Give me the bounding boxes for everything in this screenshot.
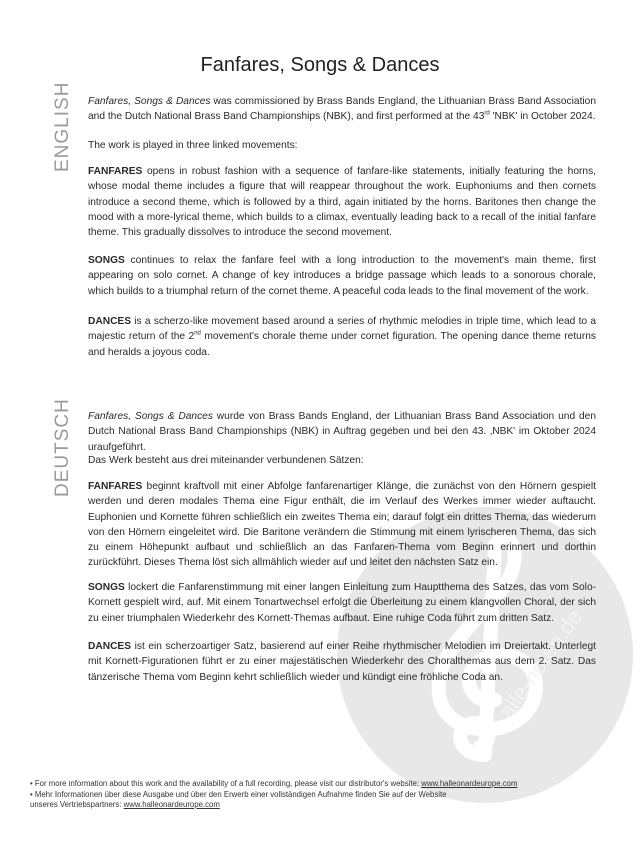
movement-name: DANCES [88, 316, 132, 327]
text: is a scherzo-like movement based around a series of rhythmic melodies in triple time, which lead to a majestic return of the 2 [88, 316, 596, 343]
text: continues to relax the fanfare feel with a long introduction to the movement's main theme, first appearing on solo cornet. A change of key introduces a bridge passage which leads to a sonorous chorale, which builds to a triumphal return of the cornet theme. A peaceful coda leads to the final movement of the work. [88, 255, 596, 297]
distributor-link[interactable]: www.halleonardeurope.com [421, 779, 518, 788]
movement-name: FANFARES [88, 481, 143, 492]
work-title-italic: Fanfares, Songs & Dances [88, 96, 211, 107]
distributor-link[interactable]: www.halleonardeurope.com [123, 800, 220, 809]
text: ist ein scherzoartiger Satz, basierend auf einer Reihe rhythmischer Melodien im Dreiertakt. Unterlegt mit Kornett-Figurationen führt er zu einer majestätischen Wiederkehr des Choralthemas aus dem 2. Satz. Das tänzerische Thema vom Beginn kehrt schließlich wieder und kündigt eine fröhliche Coda an. [88, 641, 596, 683]
deutsch-fanfares-paragraph [88, 479, 596, 571]
page-title: Fanfares, Songs & Dances [200, 54, 440, 76]
deutsch-dances-paragraph [88, 639, 596, 685]
text: opens in robust fashion with a sequence of fanfare-like statements, initially featuring the horns, whose modal theme includes a figure that will reappear throughout the work. Euphoniums and then cornets introduce a second theme, which is followed by a third, again initiated by the horns. Baritones then change the mood with a more-lyrical theme, which builds to a climax, eventually leading back to a recall of the initial fanfare theme. This gradually dissolves to introduce the second movement. [88, 166, 596, 239]
text: • Mehr Informationen über diese Ausgabe und über den Erwerb einer vollständigen Aufnahme finden Sie auf der Website unseres Vertriebspartners: [30, 790, 447, 809]
text: wurde von Brass Bands England, der Lithuanian Brass Band Association und den Dutch National Brass Band Championships (NBK) in Auftrag gegeben und bei den 43. ‚NBK' im Oktober 2024 uraufgeführt. [88, 411, 596, 453]
footer-deutsch-note [30, 790, 470, 810]
text: movement's chorale theme under cornet figuration. The opening dance theme returns and heralds a joyous coda. [88, 331, 596, 358]
footer-english-note [30, 779, 610, 789]
text: beginnt kraftvoll mit einer Abfolge fanfarenartiger Klänge, die zunächst von den Hörnern gespielt werden und deren modales Thema eine Figur enthält, die im Verlauf des Werkes immer wieder auftaucht. Euphonien und Kornette führen schließlich ein zweites Thema ein; darauf folgt ein drittes Thema, das wiederum von den Hörnern eingeleitet wird. Die Baritone verändern die Stimmung mit einem lyrischeren Thema, das sich zu einem Höhepunkt aufbaut und schließlich an das Fanfaren-Thema vom Beginn erinnert und dorthin zurückführt. Dieses Thema löst sich allmählich wieder auf und leitet den nächsten Satz ein. [88, 481, 596, 569]
ordinal-suffix: nd [194, 330, 201, 337]
deutsch-songs-paragraph [88, 580, 596, 626]
english-movements-intro: The work is played in three linked movements: [88, 140, 298, 151]
deutsch-intro-paragraph [88, 409, 596, 455]
english-dances-paragraph [88, 314, 596, 360]
text: lockert die Fanfarenstimmung mit einer langen Einleitung zum Hauptthema des Satzes, das vom Solo-Kornett gespielt wird, auf. Mit einem Tonartwechsel erfolgt die Überleitung zu einem klangvollen Choral, der sich zu einer triumphalen Wiederkehr des Kornett-Themas aufbaut. Eine ruhige Coda führt zum dritten Satz. [88, 582, 596, 624]
ordinal-suffix: rd [484, 110, 490, 117]
section-label-english: ENGLISH [52, 81, 73, 172]
section-label-deutsch: DEUTSCH [52, 398, 73, 497]
english-intro-paragraph [88, 94, 596, 125]
text: was commissioned by Brass Bands England, the Lithuanian Brass Band Association and the Dutch National Brass Band Championships (NBK), and first performed at the 43 [88, 96, 596, 123]
english-songs-paragraph [88, 253, 596, 299]
work-title-italic: Fanfares, Songs & Dances [88, 411, 213, 422]
movement-name: FANFARES [88, 166, 143, 177]
movement-name: SONGS [88, 255, 125, 266]
movement-name: DANCES [88, 641, 132, 652]
svg-text:alle-noten.de: alle-noten.de [493, 604, 588, 723]
text: 'NBK' in October 2024. [489, 111, 596, 123]
deutsch-movements-intro: Das Werk besteht aus drei miteinander verbundenen Sätzen: [88, 455, 364, 466]
english-fanfares-paragraph [88, 164, 596, 240]
movement-name: SONGS [88, 582, 125, 593]
text: • For more information about this work and the availability of a full recording, please visit our distributor's website: [30, 779, 422, 788]
